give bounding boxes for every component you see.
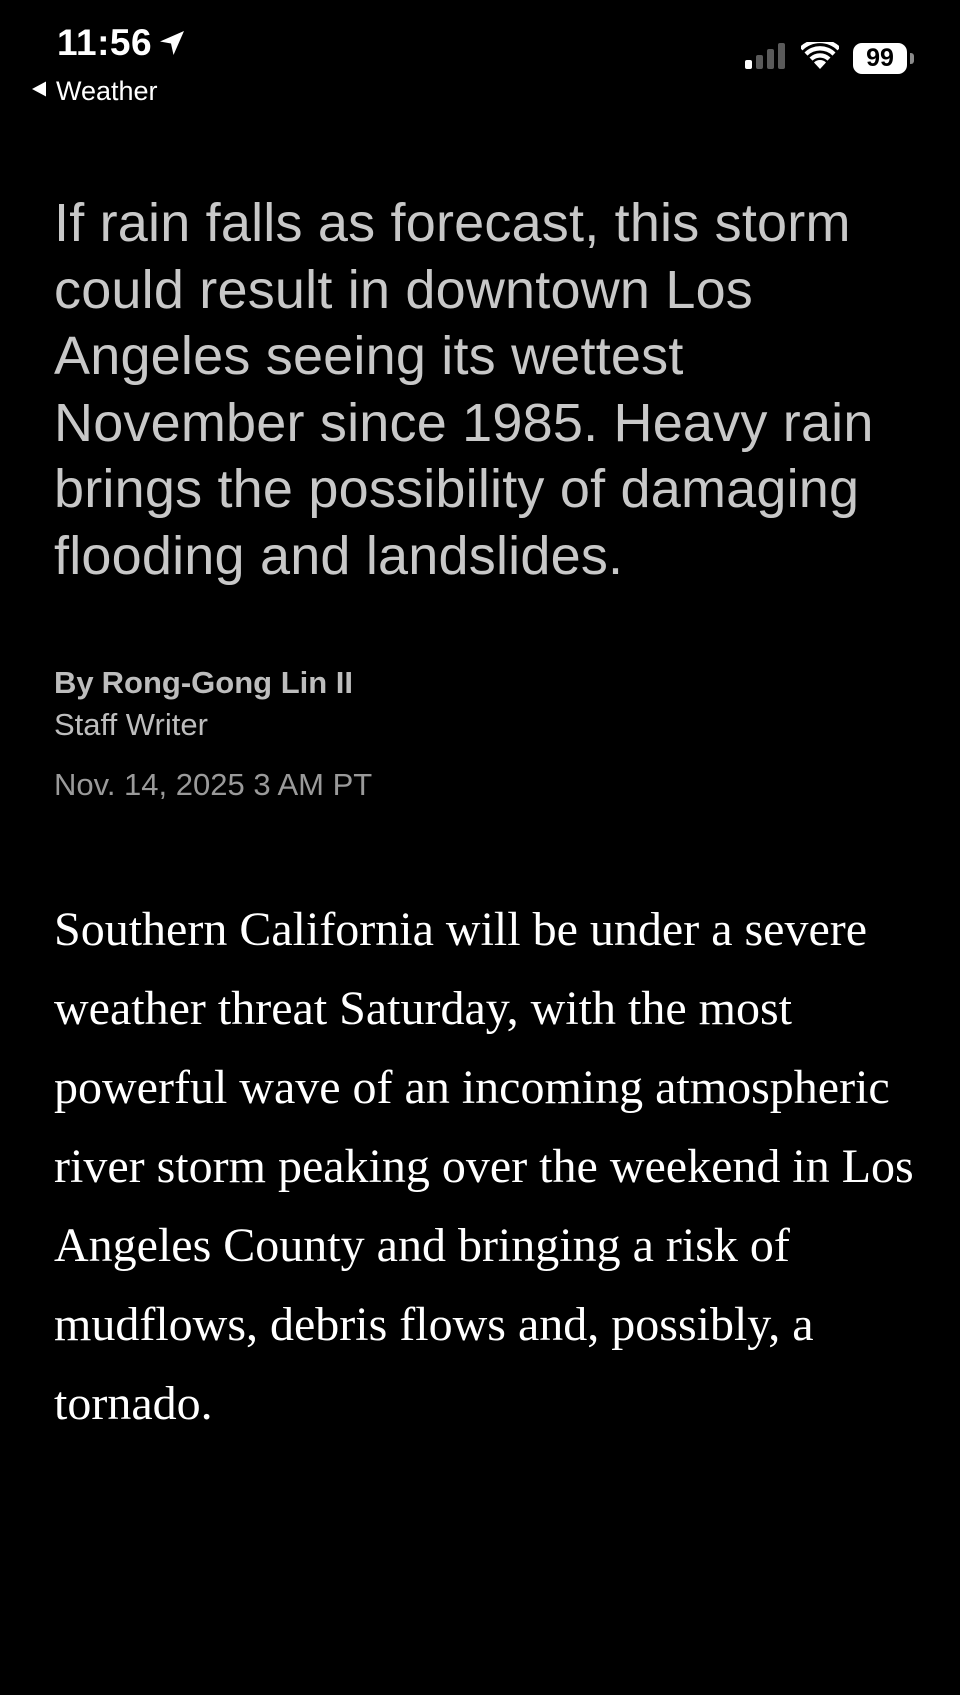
cellular-signal-icon bbox=[745, 43, 787, 74]
byline-prefix: By bbox=[54, 665, 94, 700]
article-body-paragraph: Southern California will be under a severe weather threat Saturday, with the most powerful wave of an incoming atmospheric river storm peaking over the weekend in Los Angeles County and bringing a risk of mudflows, debris flows and, possibly, a tornado. bbox=[54, 903, 914, 1430]
battery-cap bbox=[910, 53, 914, 64]
status-bar bbox=[0, 0, 960, 110]
publish-date: Nov. 14, 2025 3 AM PT bbox=[54, 767, 373, 802]
battery-level: 99 bbox=[853, 43, 907, 74]
article-dek: If rain falls as forecast, this storm could result in downtown Los Angeles seeing its wettest November since 1985. Heavy rain brings the possibility of damaging flooding and landslides. bbox=[54, 193, 874, 586]
back-triangle-icon bbox=[30, 80, 48, 103]
author-link[interactable]: Rong-Gong Lin II bbox=[101, 665, 354, 700]
byline-block bbox=[54, 662, 914, 806]
back-to-weather-button[interactable] bbox=[30, 74, 158, 108]
article bbox=[54, 190, 914, 1443]
byline bbox=[54, 662, 914, 704]
time-group bbox=[57, 20, 186, 66]
battery-icon bbox=[853, 43, 914, 74]
status-indicators bbox=[745, 42, 914, 75]
author-role: Staff Writer bbox=[54, 707, 208, 742]
status-time: 11:56 bbox=[57, 22, 153, 63]
wifi-icon bbox=[801, 42, 839, 75]
location-arrow-icon bbox=[158, 29, 186, 57]
back-label: Weather bbox=[56, 76, 158, 106]
